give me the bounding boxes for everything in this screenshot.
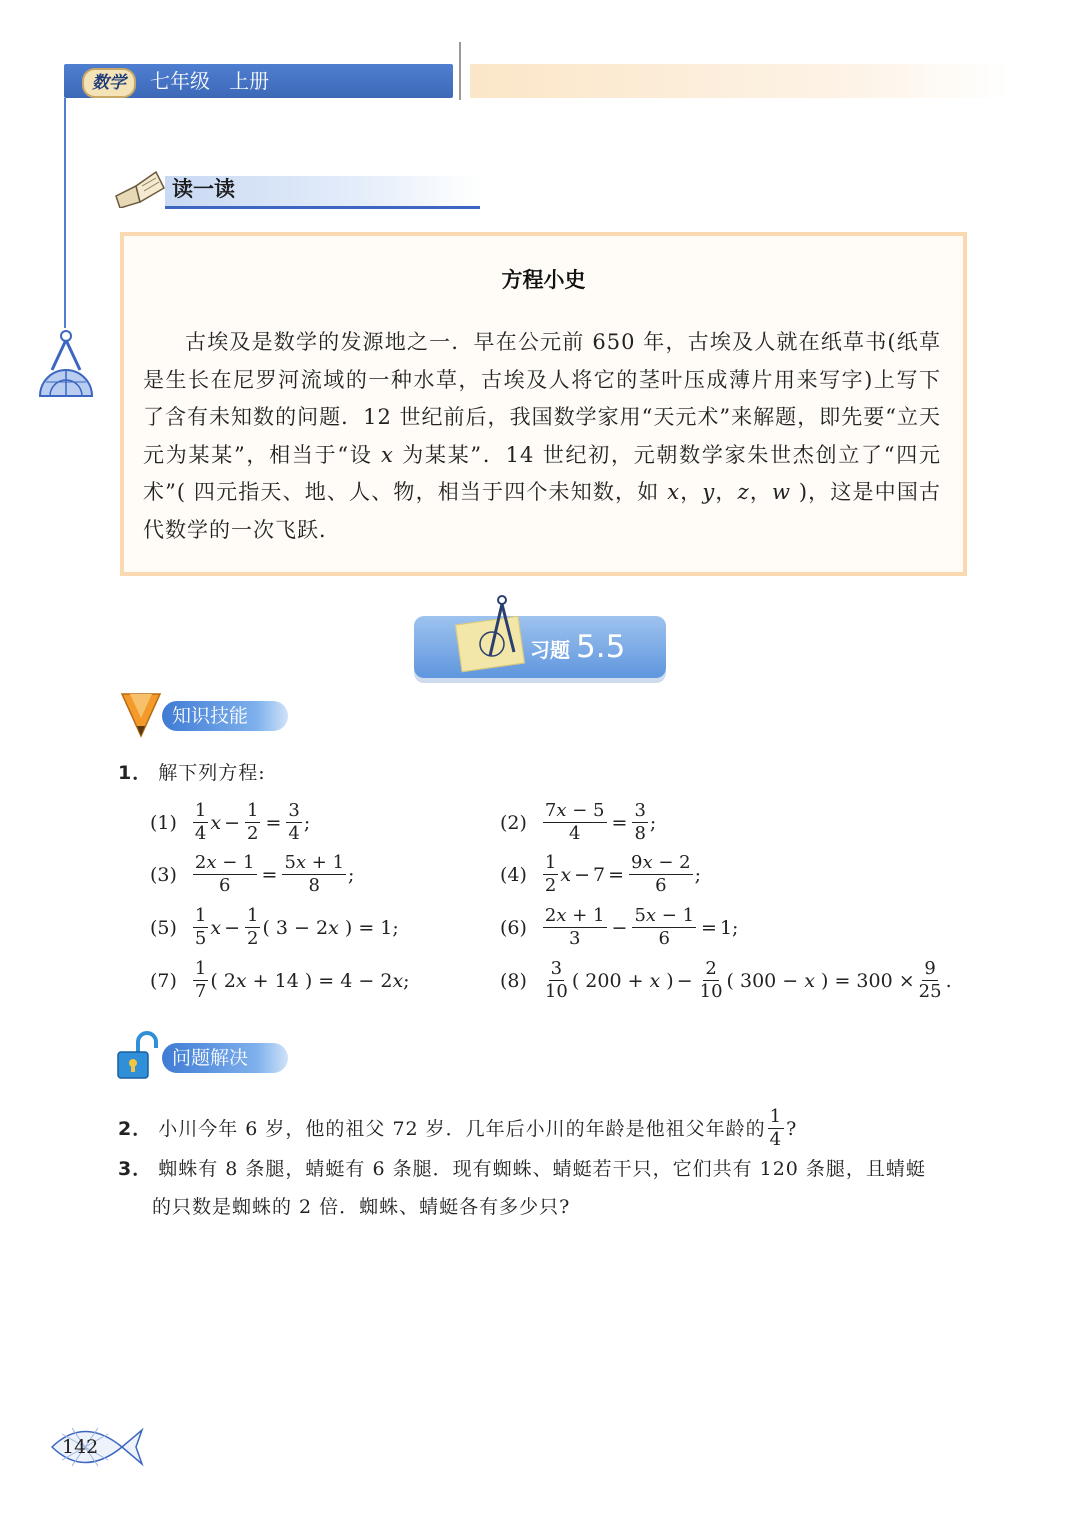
header-divider: [459, 42, 461, 100]
equation-6: (6) $\frac{2x + 1}{3}$ − $\frac{5x - 1}{6}$ = 1;: [500, 905, 739, 949]
question-end: ?: [786, 1117, 798, 1140]
reading-text: 为某某”．14 世纪初，元朝数学家朱世杰创立了“四元术”( 四元指天、地、人、物，相当于四个未知数，如: [143, 442, 941, 504]
exercise-number: 5.5: [576, 629, 626, 665]
equation-8: (8) $\frac{3}{10}$ ( 200 + x ) − $\frac{2}{10}$ ( 300 − x ) = 300 × $\frac{9}{25}$ .: [500, 958, 952, 1002]
equation-label: (2): [500, 811, 527, 834]
math-var: x: [380, 442, 394, 467]
equation-2: (2) $\frac{7x - 5}{4}$ = $\frac{3}{8}$ ;: [500, 800, 657, 844]
math-var: w: [772, 480, 791, 504]
fraction: $\frac{1}{4}$: [769, 1106, 783, 1150]
equation-3: (3) $\frac{2x - 1}{6}$ = $\frac{5x + 1}{8}$ ;: [150, 852, 355, 896]
subject-badge: 数学: [82, 68, 136, 98]
grade-label: 七年级 上册: [150, 69, 270, 93]
math-var: y: [702, 480, 716, 504]
equation-5: (5) $\frac{1}{5}$ x − $\frac{1}{2}$ ( 3 − 2x ) = 1;: [150, 905, 399, 949]
reading-text: ，: [749, 480, 772, 504]
equation-label: (5): [150, 916, 177, 939]
question-1: [118, 758, 266, 788]
compass-icon: [472, 594, 522, 664]
header-decor-band: [470, 64, 1010, 98]
pencil-tip-icon: [120, 688, 162, 738]
margin-rule: [64, 98, 66, 328]
exercise-label: [530, 627, 625, 672]
padlock-icon: [114, 1030, 160, 1080]
equation-label: (7): [150, 969, 177, 992]
reading-paragraph: [143, 324, 941, 549]
problems-title: 问题解决: [162, 1043, 288, 1073]
question-3-continued: 的只数是蜘蛛的 2 倍．蜘蛛、蜻蜓各有多少只?: [152, 1196, 571, 1218]
open-book-icon: [112, 166, 168, 208]
math-var: x: [667, 480, 681, 504]
question-number: 3．: [118, 1158, 153, 1180]
equation-7: (7) $\frac{1}{7}$ ( 2x + 14 ) = 4 − 2x;: [150, 958, 410, 1002]
reading-box-title: 方程小史: [501, 268, 586, 292]
read-section-title: 读一读: [172, 177, 235, 201]
page-number: 142: [62, 1436, 99, 1458]
exercise-word: 习题: [530, 638, 570, 662]
question-text: 小川今年 6 岁，他的祖父 72 岁．几年后小川的年龄是他祖父年龄的: [158, 1117, 766, 1140]
question-text: 解下列方程:: [158, 762, 266, 784]
equation-label: (8): [500, 969, 527, 992]
question-text: 蜘蛛有 8 条腿，蜻蜓有 6 条腿．现有蜘蛛、蜻蜓若干只，它们共有 120 条腿，且蜻蜓: [158, 1158, 926, 1180]
equation-label: (4): [500, 863, 527, 886]
question-3: [118, 1154, 926, 1184]
question-number: 1．: [118, 762, 153, 784]
reading-text: ，: [715, 480, 738, 504]
equation-label: (3): [150, 863, 177, 886]
equation-label: (1): [150, 811, 177, 834]
question-number: 2．: [118, 1117, 153, 1140]
equation-4: (4) $\frac{1}{2}$ x − 7 = $\frac{9x - 2}{6}$ ;: [500, 852, 702, 896]
math-var: z: [737, 480, 750, 504]
equation-1: (1) $\frac{1}{4}$ x − $\frac{1}{2}$ = $\frac{3}{4}$ ;: [150, 800, 311, 844]
question-2: [118, 1108, 797, 1149]
skills-title: 知识技能: [162, 701, 288, 731]
reading-text: )，这是中国古代数学的一次飞跃．: [143, 480, 941, 542]
reading-text: ，: [680, 480, 703, 504]
compass-protractor-icon: [36, 326, 96, 400]
equation-label: (6): [500, 916, 527, 939]
reading-text: 古埃及是数学的发源地之一．早在公元前 650 年，古埃及人就在纸草书(纸草是生长在尼罗河流域的一种水草，古埃及人将它的茎叶压成薄片用来写字)上写下了含有未知数的问题．12 世纪前后，我国数学家用“天元术”来解题，即先要“立天元为某某”，相当于“设: [143, 330, 941, 467]
